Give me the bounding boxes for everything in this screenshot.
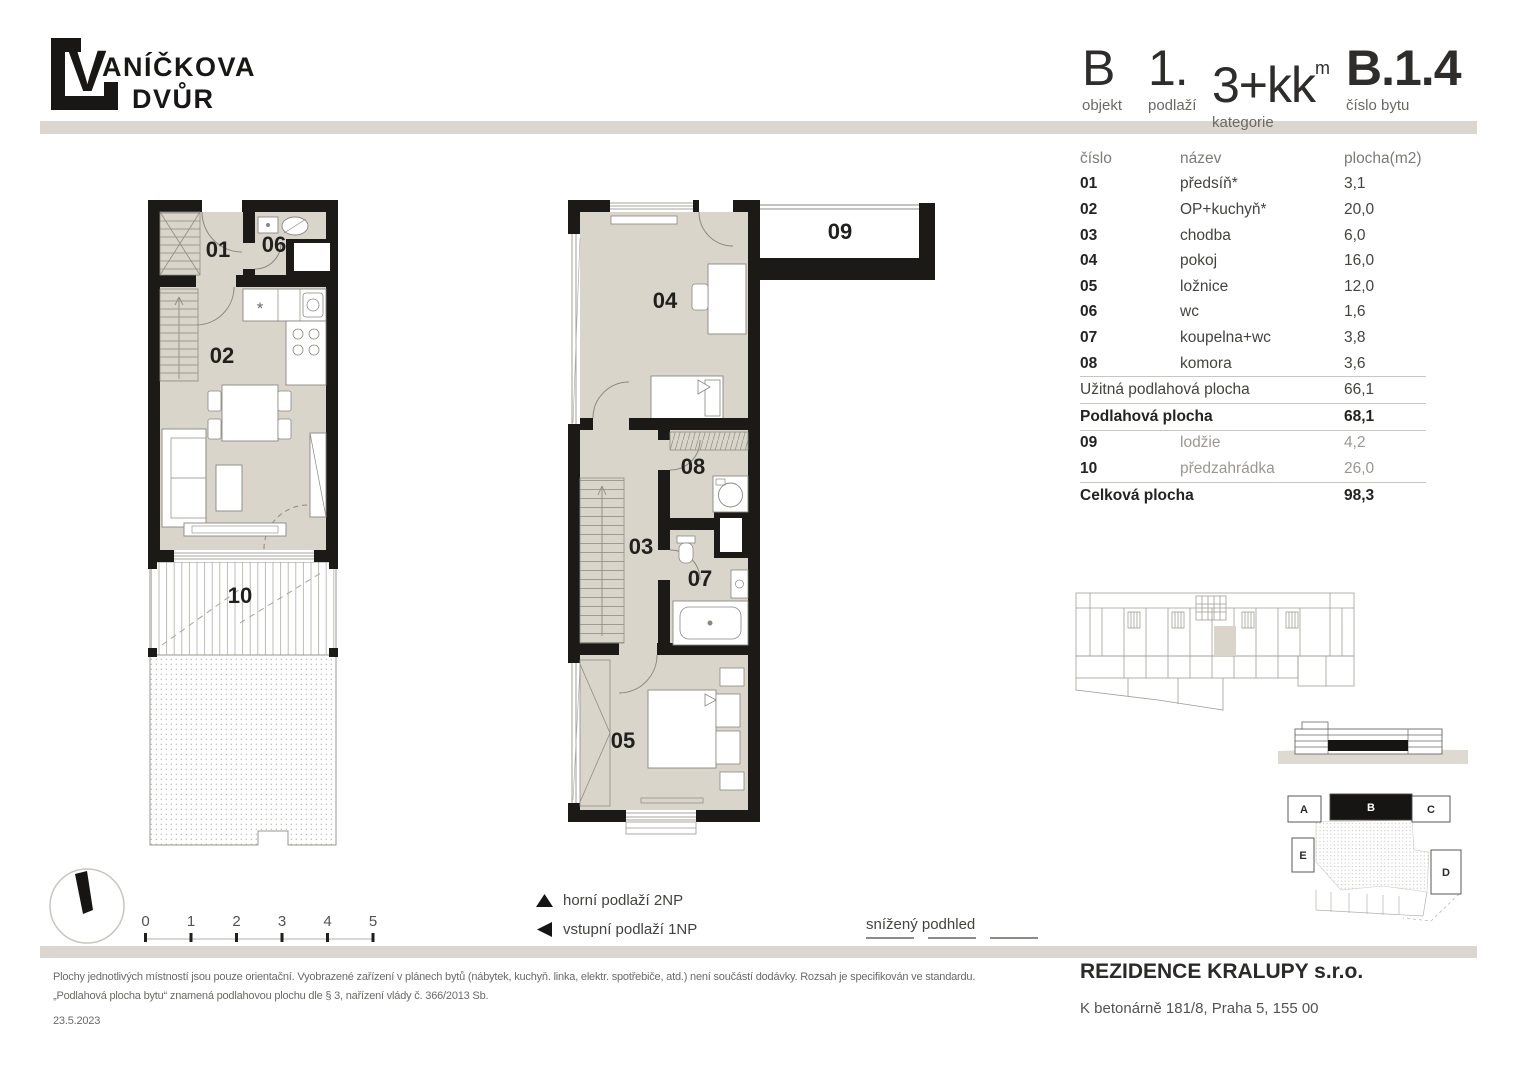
room-name: předzahrádka — [1180, 459, 1275, 477]
header-object — [1082, 40, 1123, 114]
room-name: ložnice — [1180, 277, 1229, 295]
floor-area-row — [1080, 403, 1426, 430]
room-area: 6,0 — [1344, 226, 1366, 244]
room-label-02: 02 — [209, 343, 235, 368]
table-row — [1080, 248, 1426, 274]
highlighted-floor-marker — [1328, 740, 1408, 751]
table-row — [1080, 197, 1426, 223]
disclaimer-line-1: Plochy jednotlivých místností jsou pouze orientační. Vyobrazené zařízení v plánech bytů (nábytek, kuchyň. linka, elektr. spotřebiče, atd.) není součástí dodávky. Rozsah je specifikován ve standardu. — [53, 971, 976, 983]
usable-area-row — [1080, 376, 1426, 403]
area-table-header — [1080, 146, 1426, 172]
block-b-label: B — [1367, 802, 1375, 814]
top-window — [610, 200, 693, 212]
room-name: pokoj — [1180, 252, 1218, 270]
room-name: chodba — [1180, 226, 1231, 244]
logo-line2: DVŮR — [132, 84, 215, 114]
room-area: 20,0 — [1344, 200, 1375, 218]
object-label: objekt — [1082, 97, 1123, 114]
room-name: koupelna+wc — [1180, 328, 1271, 346]
block-c-label: C — [1427, 804, 1435, 816]
dashed-line-sample — [866, 936, 1041, 940]
room-name: předsíň* — [1180, 175, 1238, 193]
room-no: 01 — [1080, 175, 1098, 193]
room-area: 1,6 — [1344, 303, 1366, 321]
header-unit-number — [1346, 40, 1461, 114]
room-label-03: 03 — [628, 534, 654, 559]
room-area: 16,0 — [1344, 252, 1375, 270]
room-area: 26,0 — [1344, 459, 1375, 477]
table-row — [1080, 274, 1426, 300]
site-plan-drawing — [1068, 578, 1368, 730]
room-no: 02 — [1080, 200, 1098, 218]
category-label: kategorie — [1212, 114, 1274, 131]
disclaimer-block — [53, 968, 975, 1006]
courtyard-area — [1316, 820, 1429, 892]
staircase-upper — [160, 212, 200, 275]
legend-upper-floor — [536, 892, 683, 909]
room-no: 05 — [1080, 277, 1098, 295]
room-label-05: 05 — [610, 728, 636, 753]
area-table — [1080, 146, 1426, 508]
unit-number-value: B.1.4 — [1346, 40, 1461, 96]
room-no: 04 — [1080, 252, 1098, 270]
header-category — [1212, 44, 1330, 131]
block-e-label: E — [1299, 850, 1307, 862]
unit-number-label: číslo bytu — [1346, 97, 1410, 114]
category-value — [1212, 44, 1331, 113]
site-key-drawing — [1283, 790, 1478, 930]
total-area-label: Celková plocha — [1080, 486, 1194, 504]
bottom-window — [626, 810, 696, 834]
issue-date: 23.5.2023 — [53, 1015, 101, 1027]
north-compass — [45, 864, 129, 948]
vanickova-dvur-logo — [46, 28, 346, 123]
room-area: 3,1 — [1344, 175, 1366, 193]
table-row — [1080, 300, 1426, 326]
room-area: 4,2 — [1344, 434, 1366, 452]
floor-value: 1. — [1148, 40, 1188, 96]
scale-tick-label: 0 — [141, 913, 150, 930]
legend-entry-label: vstupní podlaží 1NP — [563, 921, 698, 938]
scale-tick-label: 2 — [232, 913, 241, 930]
room-label-10: 10 — [227, 583, 253, 608]
room-no: 10 — [1080, 459, 1098, 477]
total-area-value: 98,3 — [1344, 486, 1375, 504]
legend-lowered-ceiling — [866, 916, 1041, 940]
usable-area-label: Užitná podlahová plocha — [1080, 381, 1250, 399]
legend-upper-label: horní podlaží 2NP — [563, 892, 684, 909]
room-label-01: 01 — [205, 237, 231, 262]
block-d-label: D — [1442, 867, 1450, 879]
scale-tick-label: 4 — [323, 913, 332, 930]
room-no: 03 — [1080, 226, 1098, 244]
scale-tick-label: 5 — [368, 913, 378, 930]
logo-initial: V — [68, 39, 107, 104]
total-area-row — [1080, 482, 1426, 509]
legend-entry-floor — [536, 921, 697, 938]
header-floor — [1148, 40, 1197, 114]
kitchen-symbol: * — [256, 299, 264, 318]
col-number: číslo — [1080, 149, 1112, 167]
lowered-ceiling-label: snížený podhled — [866, 916, 976, 933]
table-row — [1080, 325, 1426, 351]
col-name: název — [1180, 149, 1222, 167]
scale-bar — [138, 908, 388, 948]
category-sup-maisonette: m — [1315, 58, 1331, 78]
scale-tick-label: 1 — [186, 913, 196, 930]
building-elevation-drawing — [1272, 714, 1472, 770]
room-no: 06 — [1080, 303, 1098, 321]
category-text: 3+kk — [1212, 57, 1316, 113]
room-area: 3,6 — [1344, 354, 1366, 372]
object-value: B — [1082, 40, 1115, 96]
staircase-lower — [160, 289, 198, 381]
key-outbuildings — [1316, 890, 1459, 921]
floor-area-label: Podlahová plocha — [1080, 407, 1213, 425]
room-label-09: 09 — [827, 219, 853, 244]
room-no: 07 — [1080, 328, 1098, 346]
floor-label: podlaží — [1148, 97, 1197, 114]
col-area: plocha(m2) — [1344, 149, 1422, 167]
staircase-2np — [580, 478, 624, 643]
triangle-left-icon — [536, 922, 553, 937]
room-label-06: 06 — [261, 232, 287, 257]
table-row — [1080, 172, 1426, 198]
block-a-label: A — [1300, 804, 1308, 816]
floor-plan-1np — [140, 193, 350, 878]
floor-area-value: 68,1 — [1344, 407, 1375, 425]
room-area: 12,0 — [1344, 277, 1375, 295]
room-name: OP+kuchyň* — [1180, 200, 1267, 218]
table-row — [1080, 430, 1426, 457]
room-name: komora — [1180, 354, 1232, 372]
room-no: 08 — [1080, 354, 1098, 372]
terrace-10 — [148, 560, 338, 657]
room-no: 09 — [1080, 434, 1098, 452]
table-row — [1080, 351, 1426, 377]
developer-company: REZIDENCE KRALUPY s.r.o. — [1080, 960, 1364, 983]
table-row — [1080, 223, 1426, 249]
room-label-04: 04 — [652, 288, 678, 313]
triangle-up-icon — [536, 893, 553, 908]
table-row — [1080, 456, 1426, 482]
room-name: lodžie — [1180, 434, 1221, 452]
room-label-08: 08 — [680, 454, 706, 479]
floor-plan-2np — [553, 188, 943, 838]
room-label-07: 07 — [687, 566, 713, 591]
developer-address: K betonárně 181/8, Praha 5, 155 00 — [1080, 1000, 1319, 1017]
highlighted-unit-marker — [1214, 626, 1236, 656]
front-garden-10 — [150, 655, 336, 845]
disclaimer-line-2: „Podlahová plocha bytu“ znamená podlahovou plochu dle § 3, nařízení vlády č. 366/2013 Sb. — [53, 990, 489, 1002]
room-area: 3,8 — [1344, 328, 1366, 346]
room-name: wc — [1180, 303, 1199, 321]
usable-area-value: 66,1 — [1344, 381, 1375, 399]
logo-line1: ANÍČKOVA — [102, 52, 257, 82]
scale-tick-label: 3 — [277, 913, 287, 930]
